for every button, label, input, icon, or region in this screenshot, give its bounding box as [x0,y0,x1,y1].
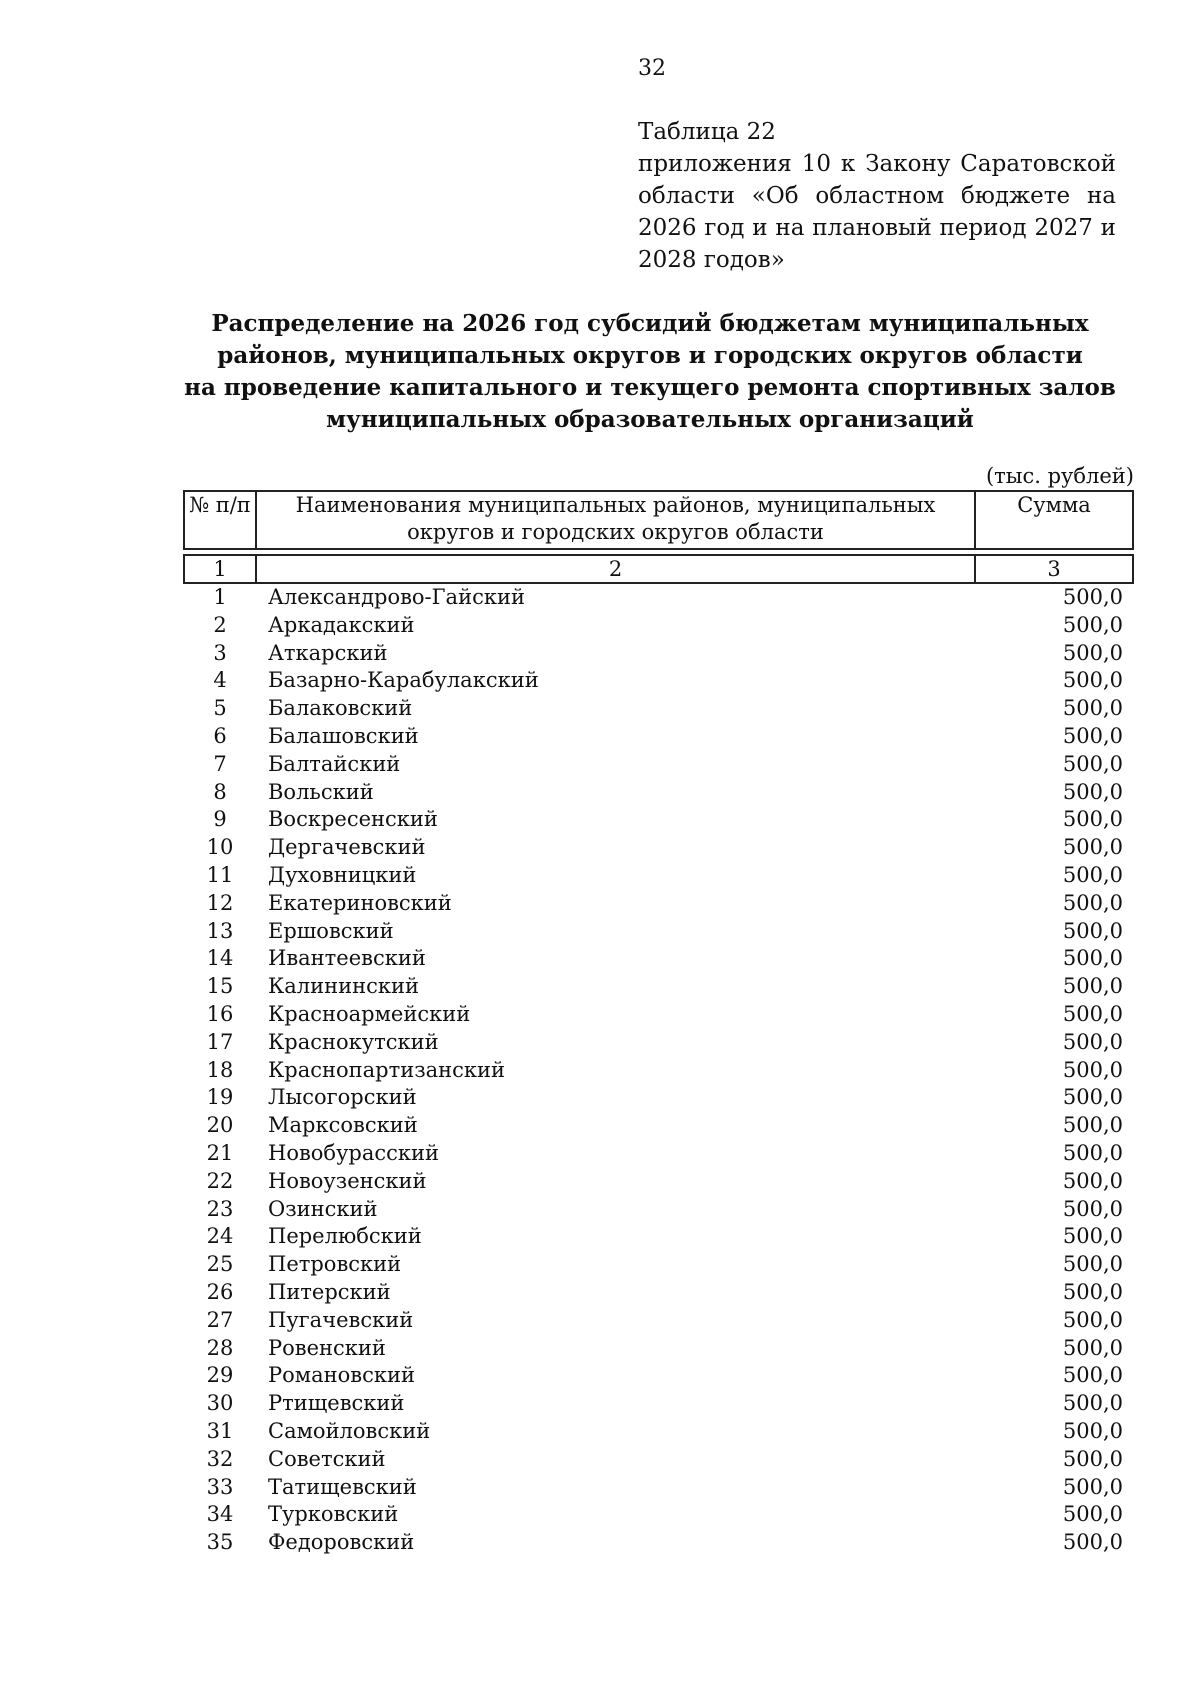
row-name: Вольский [268,779,374,804]
document-title [170,308,1130,436]
row-sum: 500,0 [1062,1168,1123,1193]
row-name: Новобурасский [268,1140,440,1165]
row-sum: 500,0 [1062,668,1123,693]
row-name: Петровский [268,1252,402,1277]
row-number: 4 [213,668,227,693]
header-sum: Сумма [975,491,1133,549]
row-number: 19 [206,1085,234,1110]
row-number: 26 [206,1279,234,1304]
row-name: Советский [268,1446,386,1471]
row-name: Красноармейский [268,1001,471,1026]
row-number: 32 [206,1446,234,1471]
table-row [184,1140,1133,1168]
row-sum: 500,0 [1062,1279,1123,1304]
row-number: 1 [213,585,227,609]
row-name: Лысогорский [268,1085,417,1110]
table-row [184,834,1133,862]
table-row [184,723,1133,751]
row-sum: 500,0 [1062,1418,1123,1443]
row-sum: 500,0 [1062,862,1123,887]
row-number: 35 [206,1530,234,1555]
table-row [184,695,1133,723]
table-row [184,918,1133,946]
row-name: Самойловский [268,1418,431,1443]
table-row [184,667,1133,695]
appendix-line: приложения 10 к Закону Саратовской [638,151,1116,177]
row-name: Новоузенский [268,1168,427,1193]
row-sum: 500,0 [1062,1474,1123,1499]
column-index-3: 3 [975,555,1133,583]
row-number: 8 [213,779,227,804]
row-number: 2 [213,612,227,637]
row-number: 16 [206,1001,234,1026]
row-name: Ртищевский [268,1391,405,1416]
row-number: 34 [206,1502,234,1527]
row-sum: 500,0 [1062,1446,1123,1471]
table-row [184,779,1133,807]
row-sum: 500,0 [1062,1530,1123,1555]
row-sum: 500,0 [1062,612,1123,637]
row-number: 5 [213,696,227,721]
table-row [184,1529,1133,1557]
row-sum: 500,0 [1062,1085,1123,1110]
table-row [184,1251,1133,1279]
row-sum: 500,0 [1062,1224,1123,1249]
row-number: 27 [206,1307,234,1332]
row-sum: 500,0 [1062,890,1123,915]
row-sum: 500,0 [1062,585,1123,609]
table-row [184,862,1133,890]
row-number: 24 [206,1224,234,1249]
row-sum: 500,0 [1062,1252,1123,1277]
row-name: Татищевский [268,1474,417,1499]
row-sum: 500,0 [1062,779,1123,804]
table-row [184,1112,1133,1140]
row-sum: 500,0 [1062,946,1123,971]
header-number: № п/п [184,491,256,549]
row-name: Воскресенский [268,807,438,832]
row-name: Питерский [268,1279,391,1304]
row-sum: 500,0 [1062,1196,1123,1221]
table-row [184,1168,1133,1196]
header-name: Наименования муниципальных районов, муниципальных округов и городских округов области [256,491,975,549]
row-sum: 500,0 [1062,1335,1123,1360]
row-sum: 500,0 [1062,751,1123,776]
row-name: Озинский [268,1196,378,1221]
table-row [184,1474,1133,1502]
table-row [184,1057,1133,1085]
column-index-2: 2 [256,555,975,583]
row-number: 15 [206,974,234,999]
row-name: Краснокутский [268,1029,439,1054]
row-number: 23 [206,1196,234,1221]
row-name: Балаковский [268,696,413,721]
row-number: 22 [206,1168,234,1193]
table-row [184,1362,1133,1390]
table-row [184,1307,1133,1335]
row-number: 11 [206,862,234,887]
table-row [184,945,1133,973]
row-number: 6 [213,723,227,748]
row-name: Дергачевский [268,835,426,860]
row-sum: 500,0 [1062,1113,1123,1138]
subsidy-table [183,490,1134,1557]
row-name: Турковский [268,1502,399,1527]
row-name: Аркадакский [268,612,415,637]
table-row [184,1279,1133,1307]
row-sum: 500,0 [1062,835,1123,860]
table-row [184,612,1133,640]
row-sum: 500,0 [1062,1029,1123,1054]
row-number: 31 [206,1418,234,1443]
row-number: 20 [206,1113,234,1138]
appendix-table-label: Таблица 22 [638,119,776,145]
row-sum: 500,0 [1062,640,1123,665]
table-row [184,1223,1133,1251]
table-row [184,1446,1133,1474]
row-number: 17 [206,1029,234,1054]
row-sum: 500,0 [1062,1140,1123,1165]
row-name: Балашовский [268,723,419,748]
row-name: Ивантеевский [268,946,426,971]
row-sum: 500,0 [1062,1307,1123,1332]
row-sum: 500,0 [1062,1057,1123,1082]
row-sum: 500,0 [1062,1502,1123,1527]
title-line: на проведение капитального и текущего ремонта спортивных залов [184,374,1116,401]
row-number: 30 [206,1391,234,1416]
row-number: 12 [206,890,234,915]
row-name: Федоровский [268,1530,415,1555]
row-number: 29 [206,1363,234,1388]
row-number: 25 [206,1252,234,1277]
row-name: Калининский [268,974,419,999]
row-sum: 500,0 [1062,696,1123,721]
row-name: Александрово-Гайский [268,585,525,609]
row-number: 28 [206,1335,234,1360]
table-header-row [184,491,1133,549]
row-number: 3 [213,640,227,665]
row-name: Романовский [268,1363,415,1388]
title-line: районов, муниципальных округов и городских округов области [217,342,1083,369]
row-number: 33 [206,1474,234,1499]
units-label: (тыс. рублей) [985,464,1134,488]
table-row [184,1001,1133,1029]
row-number: 13 [206,918,234,943]
title-line: муниципальных образовательных организаций [326,406,974,433]
table-row [184,1196,1133,1224]
row-number: 10 [206,835,234,860]
row-number: 21 [206,1140,234,1165]
table-row [184,1418,1133,1446]
table-row [184,1335,1133,1363]
appendix-line: 2028 годов» [638,247,785,273]
title-line: Распределение на 2026 год субсидий бюджетам муниципальных [211,310,1089,337]
row-sum: 500,0 [1062,1391,1123,1416]
row-name: Ровенский [268,1335,386,1360]
table-row [184,1084,1133,1112]
row-sum: 500,0 [1062,974,1123,999]
page-number: 32 [638,56,666,81]
row-sum: 500,0 [1062,723,1123,748]
table-row [184,751,1133,779]
row-name: Аткарский [268,640,388,665]
row-name: Духовницкий [268,862,417,887]
column-index-row [184,555,1133,583]
row-name: Базарно-Карабулакский [268,668,539,693]
table-row [184,1390,1133,1418]
row-name: Перелюбский [268,1224,422,1249]
row-sum: 500,0 [1062,1363,1123,1388]
table-row [184,973,1133,1001]
row-sum: 500,0 [1062,807,1123,832]
table-row [184,640,1133,668]
appendix-reference [638,116,1116,276]
row-name: Пугачевский [268,1307,414,1332]
appendix-line: области «Об областном бюджете на [638,183,1116,209]
row-name: Марксовский [268,1113,418,1138]
row-number: 7 [213,751,227,776]
row-sum: 500,0 [1062,1001,1123,1026]
table-row [184,1501,1133,1529]
row-number: 18 [206,1057,234,1082]
row-name: Краснопартизанский [268,1057,506,1082]
row-number: 9 [213,807,227,832]
table-row [184,890,1133,918]
row-name: Балтайский [268,751,401,776]
table-row [184,806,1133,834]
table-row [184,1029,1133,1057]
table-row [184,583,1133,612]
row-name: Ершовский [268,918,394,943]
row-name: Екатериновский [268,890,452,915]
row-sum: 500,0 [1062,918,1123,943]
row-number: 14 [206,946,234,971]
table-body [184,583,1133,1557]
appendix-line: 2026 год и на плановый период 2027 и [638,215,1116,241]
column-index-1: 1 [184,555,256,583]
